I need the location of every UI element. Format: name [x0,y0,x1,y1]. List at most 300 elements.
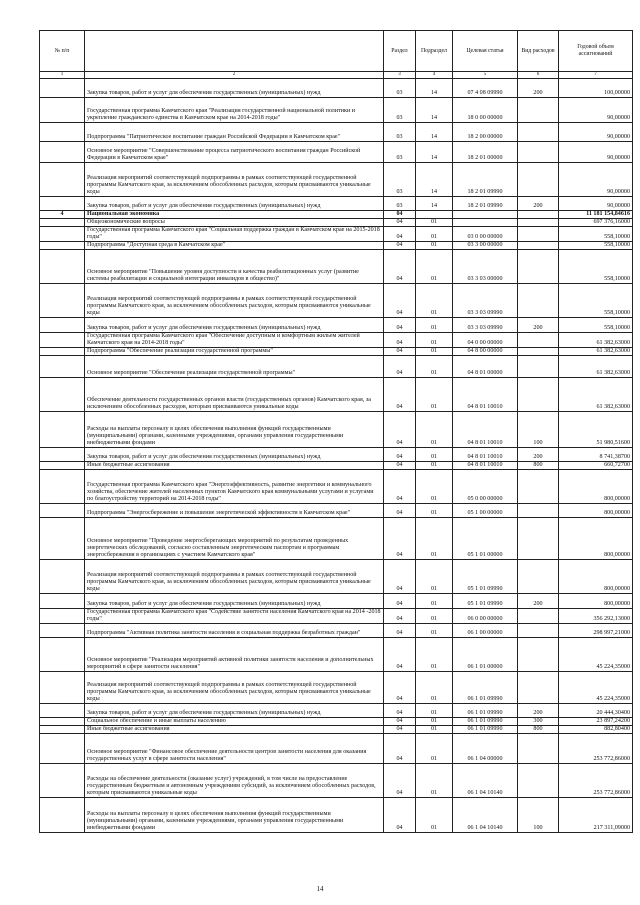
row-amount: 90,00000 [559,197,633,211]
table-row [40,704,633,718]
row-target-article: 06 1 04 00000 [453,734,518,764]
row-expense-type [518,250,559,284]
row-expense-type [518,470,559,504]
row-amount: 61 382,63000 [559,356,633,378]
row-expense-type: 200 [518,704,559,718]
row-podrazdel: 01 [416,227,453,242]
row-expense-type: 200 [518,594,559,609]
table-row [40,734,633,764]
row-expense-type [518,219,559,227]
row-name: Закупка товаров, работ и услуг для обеспечения государственных (муниципальных) нужд [85,704,384,718]
row-amount: 558,10000 [559,318,633,333]
row-name: Основное мероприятие "Повышение уровня доступности и качества реабилитационных услуг (развитие системы реабилитации и социальной интеграции инвалидов в общество)" [85,250,384,284]
row-number: 4 [40,211,85,219]
row-amount: 217 311,09000 [559,798,633,833]
row-target-article: 06 1 01 09990 [453,672,518,704]
row-target-article: 04 8 01 10010 [453,448,518,462]
row-razdel: 04 [384,250,416,284]
table-row [40,718,633,726]
row-amount: 253 772,86000 [559,734,633,764]
row-podrazdel: 01 [416,609,453,624]
row-expense-type [518,123,559,142]
table-row [40,448,633,462]
row-number [40,79,85,98]
row-razdel: 04 [384,470,416,504]
row-name: Государственная программа Камчатского края "Социальная поддержка граждан в Камчатском крае на 2015-2018 годы" [85,227,384,242]
row-number [40,798,85,833]
table-body [40,79,633,833]
row-razdel: 04 [384,378,416,412]
table-row [40,518,633,560]
row-number [40,242,85,250]
table-row [40,504,633,518]
row-number [40,518,85,560]
row-podrazdel: 01 [416,560,453,594]
row-target-article: 06 1 01 09990 [453,726,518,734]
table-row [40,197,633,211]
header-num: № п/п [40,31,85,72]
row-amount: 800,00000 [559,518,633,560]
row-expense-type: 300 [518,718,559,726]
row-target-article: 06 1 04 10140 [453,764,518,798]
row-target-article [453,219,518,227]
row-number [40,227,85,242]
row-target-article: 04 0 00 00000 [453,333,518,348]
row-razdel: 03 [384,79,416,98]
table-row [40,609,633,624]
row-razdel: 03 [384,123,416,142]
row-amount: 61 382,63000 [559,333,633,348]
row-number [40,726,85,734]
row-name: Общеэкономические вопросы [85,219,384,227]
row-razdel: 04 [384,356,416,378]
row-target-article: 04 8 01 00000 [453,356,518,378]
row-target-article: 04 8 00 00000 [453,348,518,356]
row-name: Расходы на обеспечение деятельности (оказание услуг) учреждений, в том числе на предоставление государственным бюджетным и автономным учреждениям субсидий, за исключением обособленных расходов, которым присваиваются уникальные коды [85,764,384,798]
row-amount: 8 741,38700 [559,448,633,462]
column-number: 7 [559,72,633,79]
row-podrazdel: 01 [416,764,453,798]
row-target-article: 03 3 03 09990 [453,284,518,318]
budget-table [39,30,633,833]
row-expense-type [518,163,559,197]
table-row [40,79,633,98]
row-number [40,378,85,412]
row-amount: 20 444,30400 [559,704,633,718]
row-target-article: 06 1 04 10140 [453,798,518,833]
row-amount: 800,00000 [559,470,633,504]
header-target-article: Целевая статья [453,31,518,72]
table-row [40,227,633,242]
row-target-article: 06 1 01 09990 [453,718,518,726]
column-number-row [40,72,633,79]
row-podrazdel: 01 [416,250,453,284]
row-amount: 45 224,35000 [559,638,633,672]
row-podrazdel: 01 [416,718,453,726]
row-name: Социальное обеспечение и иные выплаты населению [85,718,384,726]
row-number [40,704,85,718]
row-name: Подпрограмма "Доступная среда в Камчатском крае" [85,242,384,250]
row-amount: 356 292,13000 [559,609,633,624]
row-target-article: 03 3 03 09990 [453,318,518,333]
header-expense-type: Вид расходов [518,31,559,72]
table-row [40,318,633,333]
row-podrazdel: 01 [416,726,453,734]
row-number [40,219,85,227]
row-number [40,318,85,333]
row-amount: 558,10000 [559,242,633,250]
row-target-article: 06 1 01 00000 [453,638,518,672]
row-expense-type [518,378,559,412]
table-row [40,560,633,594]
row-razdel: 03 [384,197,416,211]
row-expense-type [518,624,559,638]
row-razdel: 04 [384,448,416,462]
row-target-article: 04 8 01 10010 [453,462,518,470]
column-number: 4 [416,72,453,79]
row-expense-type [518,333,559,348]
row-target-article: 05 1 01 00000 [453,518,518,560]
row-number [40,356,85,378]
row-expense-type [518,764,559,798]
row-amount: 800,00000 [559,504,633,518]
row-razdel: 03 [384,142,416,163]
row-target-article: 04 8 01 10010 [453,412,518,448]
header-podrazdel: Подраздел [416,31,453,72]
row-name: Реализация мероприятий соответствующей подпрограммы в рамках соответствующей государственной программы Камчатского края, за исключением обособленных расходов, которым присваиваются уникальные коды [85,672,384,704]
row-razdel: 04 [384,284,416,318]
table-row [40,250,633,284]
row-podrazdel: 01 [416,333,453,348]
row-expense-type [518,142,559,163]
table-row [40,123,633,142]
row-expense-type: 100 [518,798,559,833]
row-number [40,462,85,470]
row-expense-type [518,560,559,594]
table-row [40,624,633,638]
row-name: Реализация мероприятий соответствующей подпрограммы в рамках соответствующей государственной программы Камчатского края, за исключением обособленных расходов, которым присваиваются уникальные коды [85,163,384,197]
row-podrazdel: 01 [416,734,453,764]
row-expense-type [518,284,559,318]
table-row [40,798,633,833]
row-number [40,448,85,462]
row-target-article: 18 2 01 09990 [453,163,518,197]
row-name: Основное мероприятие "Обеспечение реализации государственной программы" [85,356,384,378]
column-number: 3 [384,72,416,79]
row-number [40,348,85,356]
row-name: Государственная программа Камчатского края "Энергоэффективность, развитие энергетики и коммунального хозяйства, обеспечение жителей населенных пунктов Камчатского края коммунальными услугами и услугами по благоустройству территорий на 2014-2018 годы" [85,470,384,504]
row-razdel: 04 [384,518,416,560]
row-name: Закупка товаров, работ и услуг для обеспечения государственных (муниципальных) нужд [85,594,384,609]
row-razdel: 04 [384,560,416,594]
row-target-article: 06 1 01 09990 [453,704,518,718]
row-razdel: 04 [384,348,416,356]
table-row [40,378,633,412]
row-target-article: 18 2 01 00000 [453,142,518,163]
row-target-article: 05 1 01 09990 [453,560,518,594]
row-razdel: 04 [384,734,416,764]
row-name: Основное мероприятие "Финансовое обеспечение деятельности центров занятости населения для оказания государственных услуг в сфере занятости населения" [85,734,384,764]
row-name: Подпрограмма "Энергосбережение и повышение энергетической эффективности в Камчатском крае" [85,504,384,518]
row-expense-type [518,734,559,764]
row-number [40,560,85,594]
row-name: Основное мероприятие "Проведение энергосберегающих мероприятий по результатам проведенных энергетических обследований, согласно составленным энергетическим паспортам и программам энергосбережения в организациях с участием Камчатского края" [85,518,384,560]
row-razdel: 04 [384,227,416,242]
row-amount: 800,00000 [559,560,633,594]
row-razdel: 04 [384,798,416,833]
row-amount: 253 772,86000 [559,764,633,798]
row-number [40,718,85,726]
row-podrazdel: 01 [416,356,453,378]
row-podrazdel: 01 [416,348,453,356]
table-row [40,672,633,704]
row-number [40,594,85,609]
row-expense-type [518,348,559,356]
row-podrazdel: 01 [416,462,453,470]
row-podrazdel: 01 [416,624,453,638]
row-amount: 558,10000 [559,284,633,318]
row-razdel: 04 [384,624,416,638]
row-expense-type [518,504,559,518]
row-name: Иные бюджетные ассигнования [85,462,384,470]
row-name: Закупка товаров, работ и услуг для обеспечения государственных (муниципальных) нужд [85,448,384,462]
row-podrazdel: 14 [416,197,453,211]
row-expense-type [518,672,559,704]
row-amount: 882,80400 [559,726,633,734]
row-name: Подпрограмма "Патриотическое воспитание граждан Российской Федерации в Камчатском крае" [85,123,384,142]
row-razdel: 04 [384,219,416,227]
row-target-article: 18 0 00 00000 [453,98,518,123]
row-number [40,163,85,197]
row-number [40,333,85,348]
row-razdel: 04 [384,704,416,718]
table-row [40,163,633,197]
row-number [40,98,85,123]
table-row [40,211,633,219]
row-amount: 100,00000 [559,79,633,98]
table-row [40,142,633,163]
row-amount: 697 376,16000 [559,219,633,227]
row-podrazdel: 01 [416,638,453,672]
table-row [40,333,633,348]
document-page [39,30,630,833]
row-name: Реализация мероприятий соответствующей подпрограммы в рамках соответствующей государственной программы Камчатского края, за исключением обособленных расходов, которым присваиваются уникальные коды [85,560,384,594]
row-expense-type [518,227,559,242]
row-target-article: 03 3 00 00000 [453,242,518,250]
row-razdel: 04 [384,718,416,726]
table-row [40,764,633,798]
row-number [40,197,85,211]
row-number [40,638,85,672]
row-expense-type: 800 [518,726,559,734]
row-name: Расходы на выплаты персоналу в целях обеспечения выполнения функций государственными (муниципальными) органами, казенными учреждениями, органами управления государственными внебюджетными фондами [85,798,384,833]
header-razdel: Раздел [384,31,416,72]
table-row [40,242,633,250]
row-razdel: 04 [384,726,416,734]
row-amount: 90,00000 [559,163,633,197]
row-number [40,609,85,624]
row-name: Реализация мероприятий соответствующей подпрограммы в рамках соответствующей государственной программы Камчатского края, за исключением обособленных расходов, которым присваиваются уникальные коды [85,284,384,318]
row-amount: 11 181 154,84616 [559,211,633,219]
column-number: 2 [85,72,384,79]
row-number [40,250,85,284]
row-number [40,284,85,318]
row-expense-type: 800 [518,462,559,470]
row-amount: 558,10000 [559,227,633,242]
row-amount: 51 980,51600 [559,412,633,448]
row-expense-type [518,638,559,672]
row-target-article: 05 0 00 00000 [453,470,518,504]
row-expense-type [518,242,559,250]
row-podrazdel: 01 [416,318,453,333]
row-target-article: 03 0 00 00000 [453,227,518,242]
row-razdel: 04 [384,333,416,348]
table-row [40,98,633,123]
table-row [40,412,633,448]
table-header-row [40,31,633,72]
table-row [40,284,633,318]
header-name [85,31,384,72]
row-number [40,142,85,163]
table-row [40,638,633,672]
row-target-article: 18 2 01 09990 [453,197,518,211]
column-number: 6 [518,72,559,79]
row-name: Обеспечение деятельности государственных органов власти (государственных органов) Камчатского края, за исключением обособленных расходов, которым присваиваются уникальные коды [85,378,384,412]
row-amount: 45 224,35000 [559,672,633,704]
row-podrazdel: 01 [416,242,453,250]
row-number [40,123,85,142]
row-number [40,764,85,798]
row-amount: 90,00000 [559,142,633,163]
row-number [40,504,85,518]
row-amount: 23 897,24200 [559,718,633,726]
row-razdel: 04 [384,672,416,704]
row-podrazdel: 01 [416,470,453,504]
row-name: Расходы на выплаты персоналу в целях обеспечения выполнения функций государственными (муниципальными) органами, казенными учреждениями, органами управления государственными внебюджетными фондами [85,412,384,448]
row-expense-type [518,609,559,624]
row-razdel: 04 [384,764,416,798]
row-podrazdel: 01 [416,518,453,560]
row-podrazdel: 01 [416,284,453,318]
table-row [40,470,633,504]
row-target-article: 04 8 01 10010 [453,378,518,412]
row-amount: 298 997,21000 [559,624,633,638]
row-amount: 90,00000 [559,123,633,142]
row-podrazdel: 14 [416,98,453,123]
row-name: Основное мероприятие "Совершенствование процесса патриотического воспитания граждан Российской Федерации в Камчатском крае" [85,142,384,163]
row-expense-type: 100 [518,412,559,448]
row-amount: 61 382,63000 [559,378,633,412]
page-number: 14 [316,885,324,893]
row-name: Государственная программа Камчатского края "Обеспечение доступным и комфортным жильем жителей Камчатского края на 2014-2018 годы" [85,333,384,348]
row-name: Основное мероприятие "Реализация мероприятий активной политики занятости населения и дополнительных мероприятий в сфере занятости населения" [85,638,384,672]
row-amount: 90,00000 [559,98,633,123]
row-target-article: 05 1 00 00000 [453,504,518,518]
row-name: Государственная программа Камчатского края "Реализация государственной национальной политики и укрепление гражданского единства в Камчатском крае на 2014-2018 годы" [85,98,384,123]
row-podrazdel: 01 [416,219,453,227]
table-row [40,348,633,356]
table-row [40,356,633,378]
row-number [40,412,85,448]
header-annual-amount: Годовой объем ассигнований [559,31,633,72]
row-podrazdel: 01 [416,672,453,704]
row-expense-type: 200 [518,318,559,333]
row-razdel: 04 [384,504,416,518]
column-number: 1 [40,72,85,79]
row-expense-type [518,98,559,123]
row-target-article [453,211,518,219]
row-podrazdel: 01 [416,504,453,518]
row-razdel: 04 [384,318,416,333]
row-podrazdel: 01 [416,594,453,609]
row-expense-type [518,518,559,560]
row-amount: 61 382,63000 [559,348,633,356]
row-number [40,624,85,638]
row-podrazdel: 14 [416,123,453,142]
row-target-article: 06 0 00 00000 [453,609,518,624]
row-expense-type: 200 [518,448,559,462]
row-razdel: 04 [384,462,416,470]
row-amount: 660,72700 [559,462,633,470]
row-podrazdel: 01 [416,412,453,448]
table-row [40,462,633,470]
row-target-article: 05 1 01 09990 [453,594,518,609]
row-target-article: 18 2 00 00000 [453,123,518,142]
row-name: Закупка товаров, работ и услуг для обеспечения государственных (муниципальных) нужд [85,79,384,98]
row-name: Иные бюджетные ассигнования [85,726,384,734]
table-row [40,219,633,227]
row-amount: 558,10000 [559,250,633,284]
row-podrazdel: 01 [416,704,453,718]
row-razdel: 04 [384,638,416,672]
row-razdel: 04 [384,594,416,609]
row-expense-type: 200 [518,79,559,98]
row-name: Подпрограмма "Обеспечение реализации государственной программы" [85,348,384,356]
row-podrazdel: 14 [416,142,453,163]
row-target-article: 03 3 03 00000 [453,250,518,284]
row-target-article: 07 4 08 09990 [453,79,518,98]
row-name: Подпрограмма "Активная политика занятости населения и социальная поддержка безработных граждан" [85,624,384,638]
row-razdel: 04 [384,242,416,250]
row-podrazdel: 01 [416,448,453,462]
table-row [40,594,633,609]
row-name: Государственная программа Камчатского края "Содействие занятости населения Камчатского края на 2014 -2018 годы" [85,609,384,624]
row-podrazdel: 01 [416,798,453,833]
row-podrazdel: 14 [416,79,453,98]
row-name: Национальная экономика [85,211,384,219]
row-razdel: 03 [384,163,416,197]
row-number [40,734,85,764]
row-razdel: 04 [384,609,416,624]
row-number [40,672,85,704]
column-number: 5 [453,72,518,79]
row-name: Закупка товаров, работ и услуг для обеспечения государственных (муниципальных) нужд [85,318,384,333]
row-name: Закупка товаров, работ и услуг для обеспечения государственных (муниципальных) нужд [85,197,384,211]
row-amount: 800,00000 [559,594,633,609]
table-row [40,726,633,734]
row-expense-type: 200 [518,197,559,211]
row-podrazdel: 01 [416,378,453,412]
row-podrazdel: 14 [416,163,453,197]
row-podrazdel [416,211,453,219]
row-razdel: 04 [384,412,416,448]
row-target-article: 06 1 00 00000 [453,624,518,638]
row-razdel: 03 [384,98,416,123]
row-expense-type [518,211,559,219]
row-number [40,470,85,504]
row-expense-type [518,356,559,378]
row-razdel: 04 [384,211,416,219]
